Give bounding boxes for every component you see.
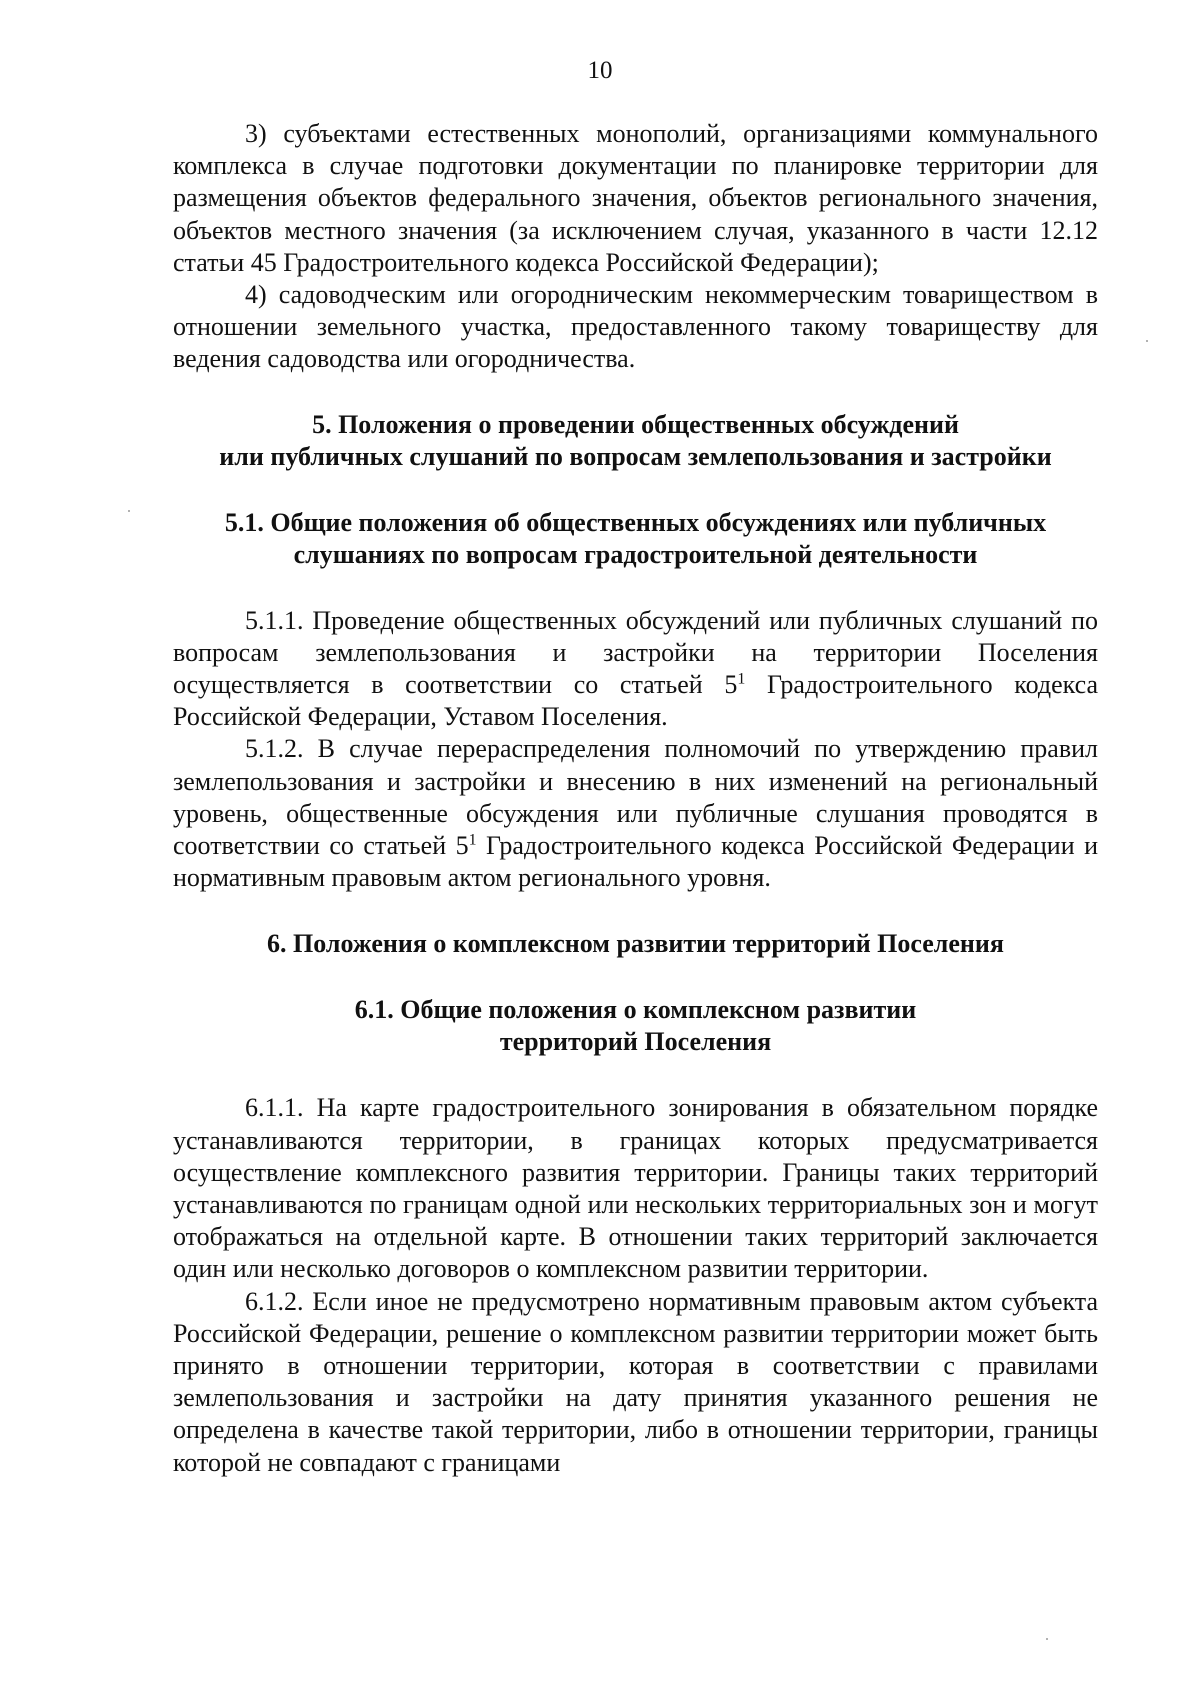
list-item-4: 4) садоводческим или огородническим некоммерческим товариществом в отношении земельного участка, предоставленного такому товариществу для ведения садоводства или огородничества.	[173, 280, 1098, 374]
paragraph-6-1-1: 6.1.1. На карте градостроительного зонирования в обязательном порядке устанавливаются территории, в границах которых предусматривается осуществление комплексного развития территории. Границы таких территорий устанавливаются по границам одной или нескольких территориальных зон и могут отображаться на отдельной карте. В отношении таких территорий заключается один или несколько договоров о комплексном развитии территории.	[173, 1093, 1098, 1284]
paragraph-6-1-2: 6.1.2. Если иное не предусмотрено нормативным правовым актом субъекта Российской Федерации, решение о комплексном развитии территории может быть принято в отношении территории, которая в соответствии с правилами землепользования и застройки на дату принятия указанного решения не определена в качестве такой территории, либо в отношении территории, границы которой не совпадают с границами	[173, 1286, 1098, 1477]
section-6-1-heading-line-1: 6.1. Общие положения о комплексном развитии	[354, 995, 917, 1025]
list-item-3: 3) субъектами естественных монополий, организациями коммунального комплекса в случае подготовки документации по планировке территории для размещения объектов федерального значения, объектов регионального значения, объектов местного значения (за исключением случая, указанного в части 12.12 статьи 45 Градостроительного кодекса Российской Федерации);	[173, 119, 1098, 277]
paragraph-5-1-2-text-end: Градостроительного кодекса Российской Федерации и нормативным правовым актом регионального уровня.	[173, 831, 1098, 893]
section-5-1-heading-line-1: 5.1. Общие положения об общественных обсуждениях или публичных	[224, 507, 1047, 537]
scan-speck	[1046, 1638, 1048, 1640]
paragraph-5-1-2-superscript: 1	[468, 831, 477, 849]
section-6-heading: 6. Положения о комплексном развитии территорий Поселения	[267, 929, 1004, 959]
paragraph-5-1-2	[173, 733, 1098, 894]
scan-speck	[128, 510, 130, 512]
paragraph-5-1-1	[173, 605, 1098, 734]
section-5-heading	[173, 409, 1098, 473]
section-5-heading-line-1: 5. Положения о проведении общественных обсуждений	[312, 409, 959, 439]
section-6-1-heading-line-2: территорий Поселения	[499, 1027, 772, 1057]
paragraph-5-1-1-superscript: 1	[737, 670, 746, 688]
section-5-1-heading	[173, 507, 1098, 571]
paragraph-5-1-2-text: 5.1.2. В случае перераспределения полномочий по утверждению правил землепользования и застройки и внесению в них изменений на региональный уровень, общественные обсуждения или публичные слушания проводятся в соответствии со статьей 5	[173, 734, 1098, 861]
document-body	[173, 118, 1098, 1479]
page-number: 10	[587, 57, 613, 84]
paragraph-5-1-1-text-end: Градостроительного кодекса Российской Федерации, Уставом Поселения.	[173, 670, 1098, 732]
section-5-1-heading-line-2: слушаниях по вопросам градостроительной деятельности	[293, 539, 978, 569]
section-5-heading-line-2: или публичных слушаний по вопросам землепользования и застройки	[219, 441, 1052, 471]
scan-speck	[1146, 340, 1148, 342]
section-6-1-heading	[173, 994, 1098, 1058]
paragraph-5-1-1-text: 5.1.1. Проведение общественных обсуждений или публичных слушаний по вопросам землепользования и застройки на территории Поселения осуществляется в соответствии со статьей 5	[173, 605, 1098, 700]
